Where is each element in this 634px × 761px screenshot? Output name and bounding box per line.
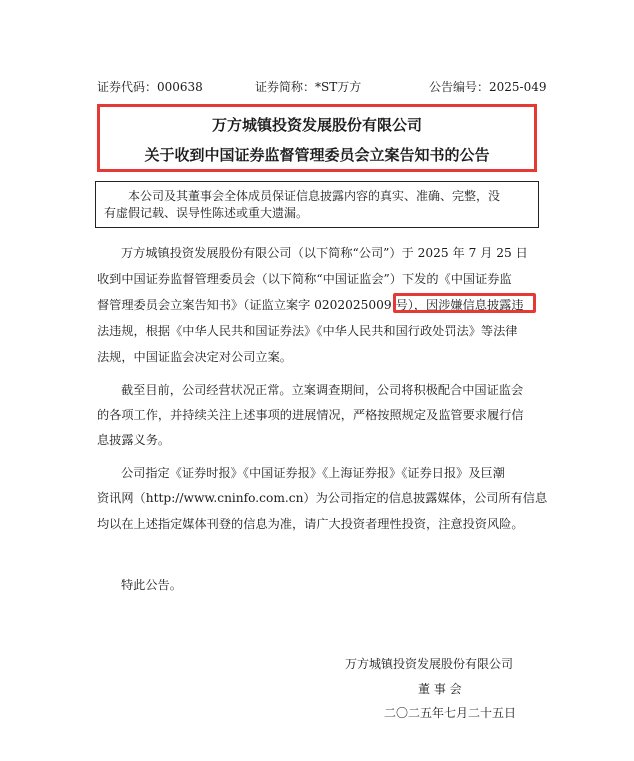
paragraph-1-line: 法规，中国证监会决定对公司立案。 — [97, 350, 292, 364]
disclaimer-box — [95, 181, 539, 228]
suspected-violation-highlight — [393, 293, 536, 313]
paragraph-2-line: 的各项工作，并持续关注上述事项的进展情况，严格按照规定及监管要求履行信 — [97, 408, 524, 422]
stock-code: 证券代码：000638 — [97, 80, 203, 94]
announcement-number: 公告编号：2025-049 — [429, 80, 547, 94]
paragraph-1-line: 万方城镇投资发展股份有限公司（以下简称“公司”）于 2025 年 7 月 25 日 — [121, 246, 528, 260]
signature-date: 二〇二五年七月二十五日 — [384, 706, 517, 720]
company-title: 万方城镇投资发展股份有限公司 — [211, 116, 422, 134]
paragraph-1-line: 督管理委员会立案告知书》（证监立案字 0202025009 号），因涉嫌信息披露违 — [97, 298, 524, 312]
paragraph-1-line: 收到中国证券监督管理委员会（以下简称“中国证监会”）下发的《中国证券监 — [97, 272, 512, 286]
paragraph-1-line: 法违规，根据《中华人民共和国证券法》《中华人民共和国行政处罚法》等法律 — [97, 324, 518, 338]
closing-remark: 特此公告。 — [121, 578, 182, 592]
stock-abbreviation: 证券简称：*ST万方 — [255, 80, 362, 94]
signature-board: 董 事 会 — [418, 682, 462, 696]
paragraph-2-line: 息披露义务。 — [97, 433, 171, 447]
paragraph-3-line: 均以在上述指定媒体刊登的信息为准，请广大投资者理性投资，注意投资风险。 — [97, 517, 524, 531]
announcement-subject: 关于收到中国证券监督管理委员会立案告知书的公告 — [144, 146, 490, 164]
paragraph-3-line: 资讯网（http://www.cninfo.com.cn）为公司指定的信息披露媒体，公司所有信息 — [97, 491, 548, 505]
paragraph-3-line: 公司指定《证券时报》《中国证券报》《上海证券报》《证券日报》及巨潮 — [121, 466, 505, 480]
disclaimer-line: 有虚假记载、误导性陈述或重大遗漏。 — [104, 206, 309, 220]
paragraph-2-line: 截至目前，公司经营状况正常。立案调查期间，公司将积极配合中国证监会 — [121, 383, 524, 397]
disclaimer-line: 本公司及其董事会全体成员保证信息披露内容的真实、准确、完整，没 — [128, 189, 501, 203]
signature-company: 万方城镇投资发展股份有限公司 — [345, 657, 514, 671]
